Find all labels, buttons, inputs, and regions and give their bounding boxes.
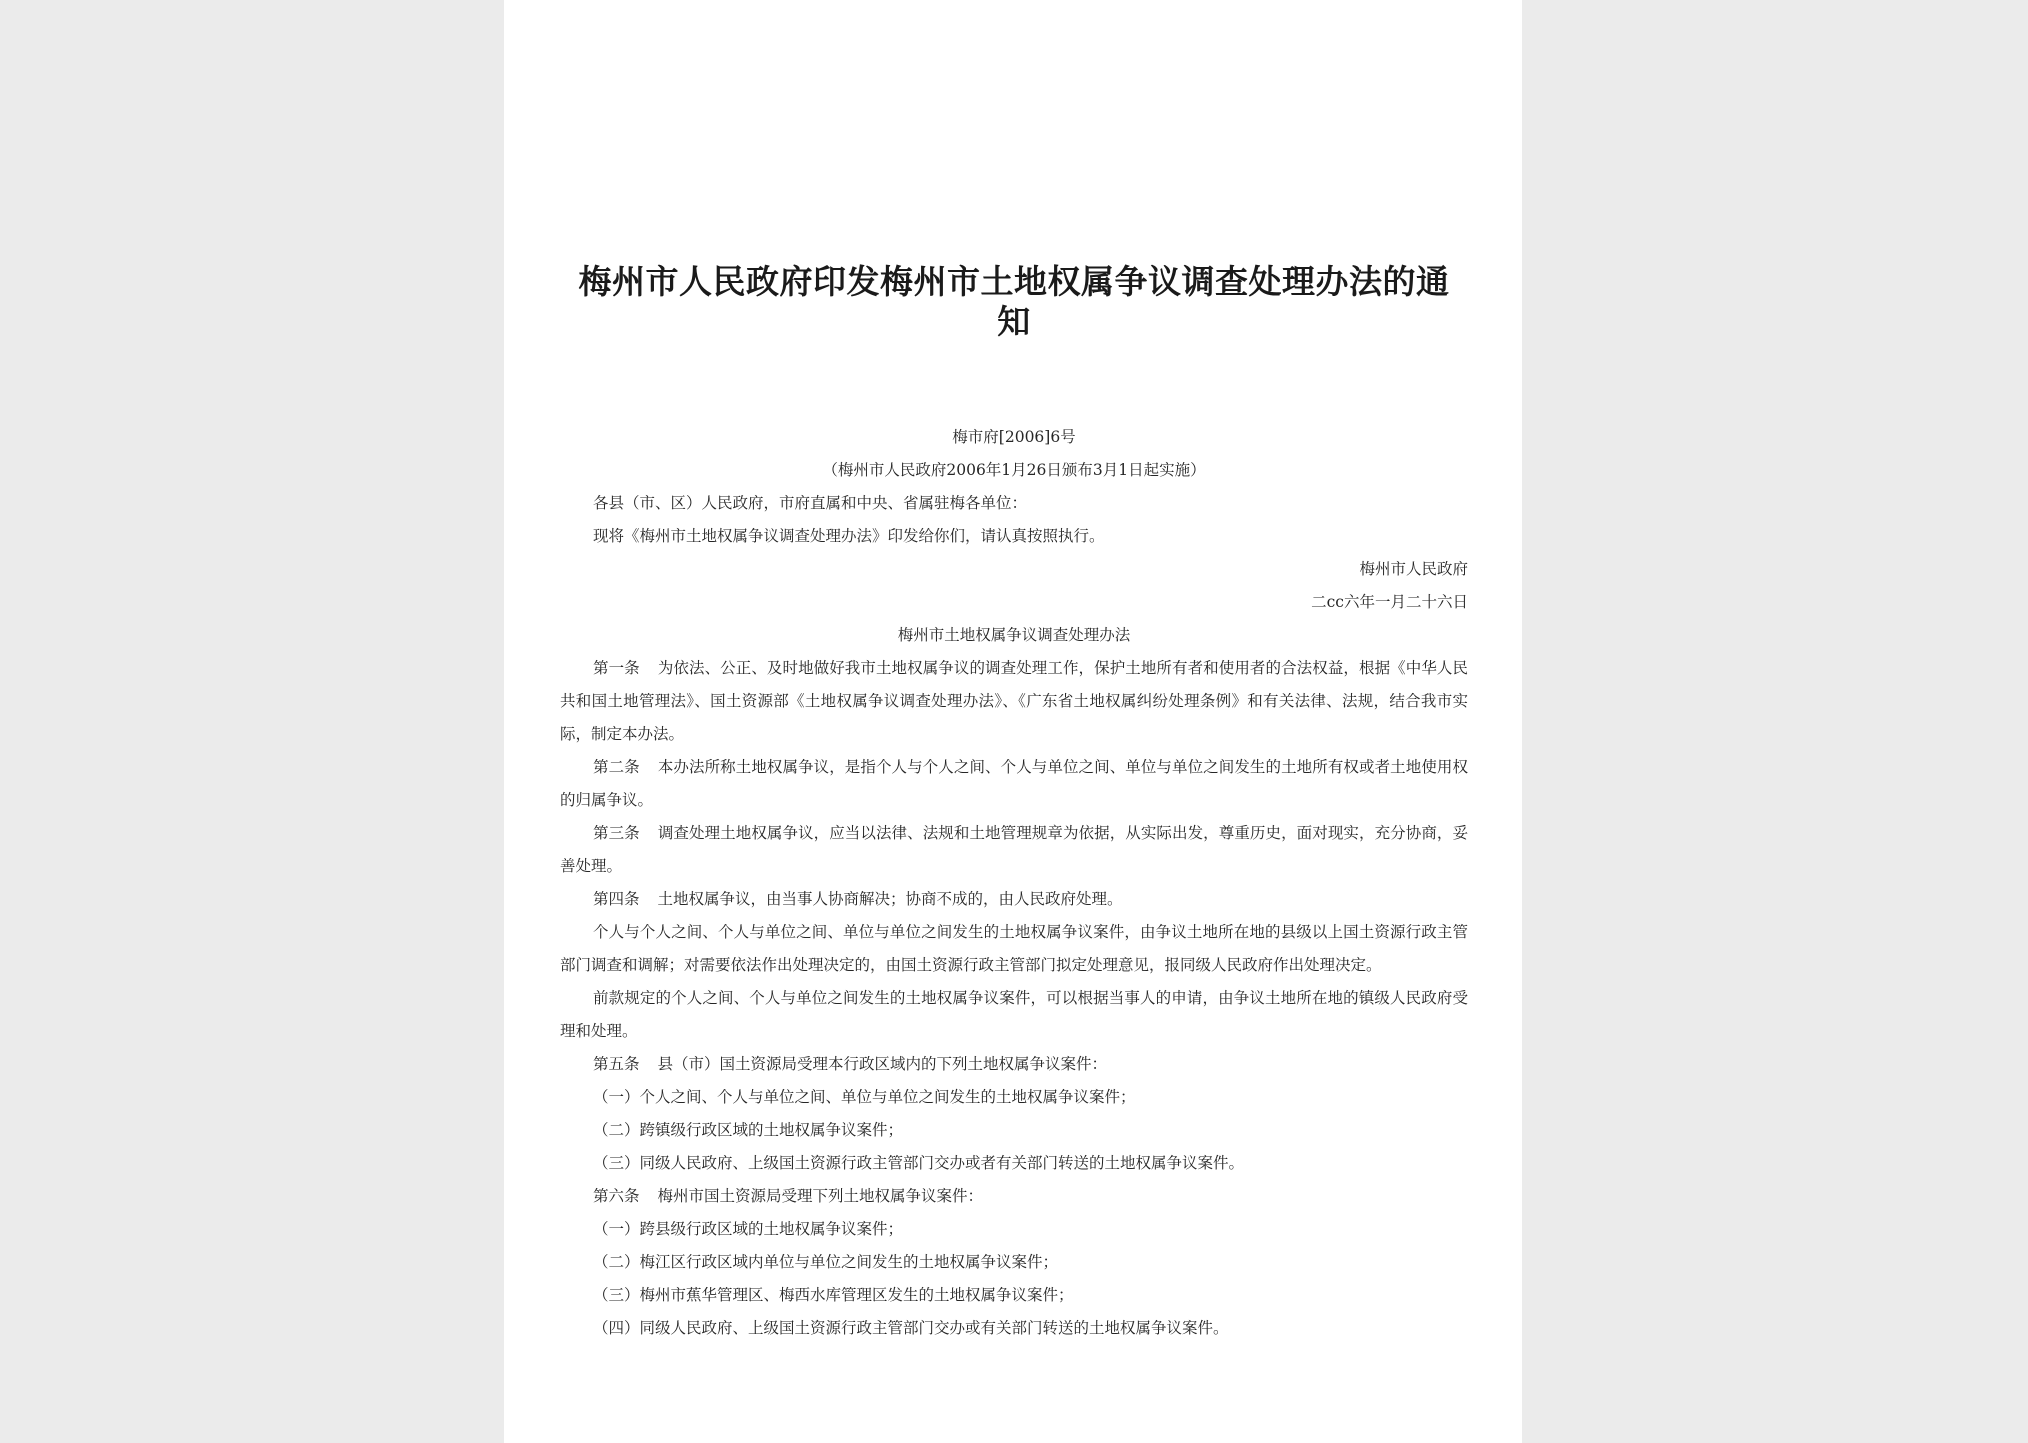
- article-3: [560, 817, 1468, 883]
- article-6-item: （一）跨县级行政区域的土地权属争议案件；: [593, 1220, 904, 1238]
- addressee: 各县（市、区）人民政府，市府直属和中央、省属驻梅各单位：: [593, 494, 1028, 512]
- article-6-item: （二）梅江区行政区域内单位与单位之间发生的土地权属争议案件；: [593, 1253, 1059, 1271]
- article-6-text: 梅州市国土资源局受理下列土地权属争议案件：: [657, 1187, 984, 1205]
- document-title: 梅州市人民政府印发梅州市土地权属争议调查处理办法的通知: [578, 262, 1450, 341]
- issuance-note: （梅州市人民政府2006年1月26日颁布3月1日起实施）: [822, 461, 1206, 479]
- article-4: [560, 883, 1468, 916]
- article-3-label: 第三条: [593, 824, 640, 842]
- article-1-text: 为依法、公正、及时地做好我市土地权属争议的调查处理工作，保护土地所有者和使用者的合法权益，根据《中华人民共和国土地管理法》、国土资源部《土地权属争议调查处理办法》、《广东省土地权属纠纷处理条例》和有关法律、法规，结合我市实际，制定本办法。: [560, 659, 1468, 743]
- article-2: [560, 751, 1468, 817]
- doc-number: 梅市府[2006]6号: [952, 428, 1076, 446]
- article-5-item: （一）个人之间、个人与单位之间、单位与单位之间发生的土地权属争议案件；: [593, 1088, 1136, 1106]
- article-5: [560, 1048, 1468, 1081]
- article-5-item: （二）跨镇级行政区域的土地权属争议案件；: [593, 1121, 904, 1139]
- article-5-item: （三）同级人民政府、上级国土资源行政主管部门交办或者有关部门转送的土地权属争议案件。: [593, 1154, 1245, 1172]
- directive: 现将《梅州市土地权属争议调查处理办法》印发给你们，请认真按照执行。: [593, 527, 1105, 545]
- article-4-label: 第四条: [593, 890, 640, 908]
- article-6: [560, 1180, 1468, 1213]
- article-1: [560, 652, 1468, 751]
- article-2-text: 本办法所称土地权属争议，是指个人与个人之间、个人与单位之间、单位与单位之间发生的土地所有权或者土地使用权的归属争议。: [560, 758, 1468, 809]
- issuer: 梅州市人民政府: [1359, 560, 1468, 578]
- article-6-item: （三）梅州市蕉华管理区、梅西水库管理区发生的土地权属争议案件；: [593, 1286, 1074, 1304]
- article-4-paragraph-2: 个人与个人之间、个人与单位之间、单位与单位之间发生的土地权属争议案件，由争议土地所在地的县级以上国土资源行政主管部门调查和调解；对需要依法作出处理决定的，由国土资源行政主管部门拟定处理意见，报同级人民政府作出处理决定。: [560, 923, 1468, 974]
- article-1-label: 第一条: [593, 659, 640, 677]
- article-6-label: 第六条: [593, 1187, 640, 1205]
- article-5-label: 第五条: [593, 1055, 640, 1073]
- article-3-text: 调查处理土地权属争议，应当以法律、法规和土地管理规章为依据，从实际出发，尊重历史，面对现实，充分协商，妥善处理。: [560, 824, 1468, 875]
- document-page: [504, 0, 1522, 1443]
- article-5-text: 县（市）国土资源局受理本行政区域内的下列土地权属争议案件：: [657, 1055, 1108, 1073]
- article-4-paragraph-3: 前款规定的个人之间、个人与单位之间发生的土地权属争议案件，可以根据当事人的申请，由争议土地所在地的镇级人民政府受理和处理。: [560, 989, 1468, 1040]
- measures-title: 梅州市土地权属争议调查处理办法: [897, 626, 1131, 644]
- article-4-text: 土地权属争议，由当事人协商解决；协商不成的，由人民政府处理。: [657, 890, 1123, 908]
- document-body: [560, 421, 1468, 1345]
- issue-date: 二cc六年一月二十六日: [1311, 593, 1468, 611]
- article-6-item: （四）同级人民政府、上级国土资源行政主管部门交办或有关部门转送的土地权属争议案件。: [593, 1319, 1229, 1337]
- article-2-label: 第二条: [593, 758, 640, 776]
